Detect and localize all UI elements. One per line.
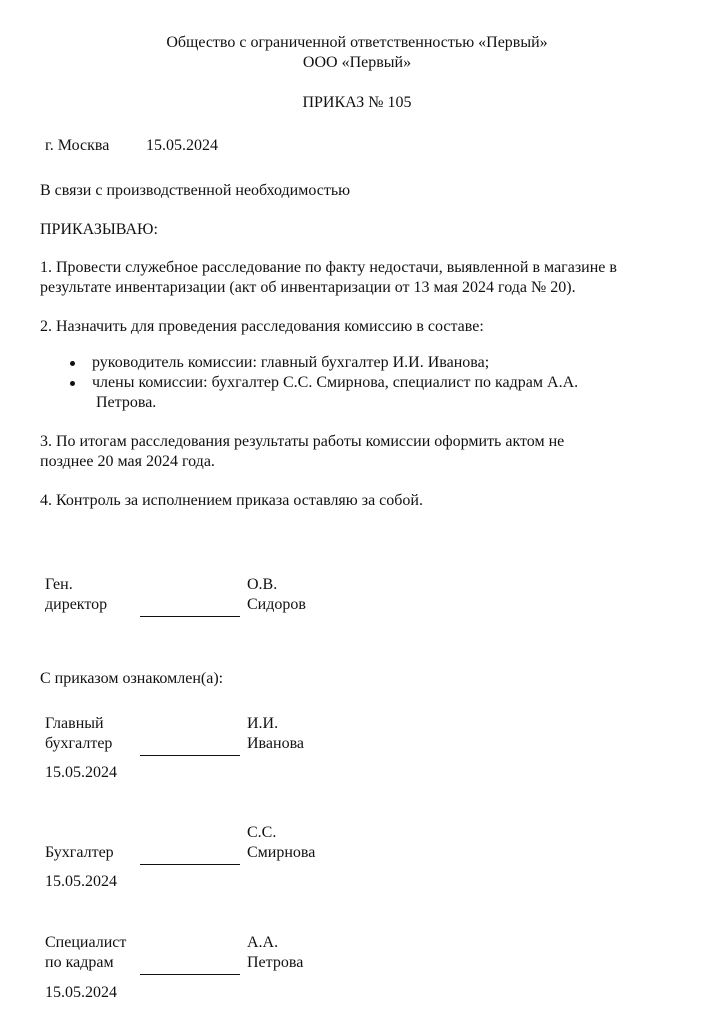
signer-name-line-1: А.А. (247, 934, 279, 951)
city: г. Москва (45, 137, 110, 154)
director-position-line-2: директор (45, 596, 108, 613)
item-2: 2. Назначить для проведения расследования комиссию в составе: (40, 318, 484, 335)
item-1-line-2: результате инвентаризации (акт об инвентаризации от 13 мая 2024 года № 20). (40, 279, 576, 296)
item-3-line-2: позднее 20 мая 2024 года. (40, 453, 215, 470)
signer-name-line-2: Смирнова (247, 844, 316, 861)
signer-date: 15.05.2024 (45, 764, 117, 781)
signer-position-line-1: Специалист (45, 934, 127, 951)
member-line-continuation: Петрова. (96, 394, 157, 411)
member-line: руководитель комиссии: главный бухгалтер И.И. Иванова; (92, 354, 490, 371)
director-name-line-1: О.В. (247, 576, 278, 593)
order-word: ПРИКАЗЫВАЮ: (40, 221, 158, 238)
signer-signature-line (140, 755, 240, 756)
signer-name-line-2: Иванова (247, 735, 305, 752)
item-1-line-1: 1. Провести служебное расследование по факту недостачи, выявленной в магазине в (40, 259, 617, 276)
signer-position-line-2: Бухгалтер (45, 844, 114, 861)
list-item (40, 353, 578, 373)
director-name-line-2: Сидоров (247, 596, 306, 613)
organization-short-name: ООО «Первый» (302, 54, 412, 71)
commission-members-list (40, 353, 578, 413)
signer-name-line-1: И.И. (247, 715, 279, 732)
signer-position-line-2: по кадрам (45, 954, 114, 971)
director-position-line-1: Ген. (45, 576, 73, 593)
signer-name-line-2: Петрова (247, 954, 304, 971)
signer-date: 15.05.2024 (45, 873, 117, 890)
bullet-icon (70, 381, 75, 386)
signer-name-line-1: С.С. (247, 824, 277, 841)
bullet-icon (70, 361, 75, 366)
item-4: 4. Контроль за исполнением приказа оставляю за собой. (40, 492, 423, 509)
signer-signature-line (140, 864, 240, 865)
signer-position-line-2: бухгалтер (45, 735, 113, 752)
director-signature-line (140, 616, 240, 617)
item-3-line-1: 3. По итогам расследования результаты работы комиссии оформить актом не (40, 433, 565, 450)
signer-signature-line (140, 974, 240, 975)
acquainted-label: С приказом ознакомлен(а): (40, 670, 224, 687)
list-item (40, 373, 578, 413)
order-title: ПРИКАЗ № 105 (302, 94, 412, 111)
signer-date: 15.05.2024 (45, 984, 117, 1001)
organization-full-name: Общество с ограниченной ответственностью «Первый» (166, 34, 548, 51)
reason-text: В связи с производственной необходимостью (40, 182, 351, 199)
member-line: члены комиссии: бухгалтер С.С. Смирнова, специалист по кадрам А.А. (92, 374, 579, 391)
order-date: 15.05.2024 (146, 137, 218, 154)
signer-position-line-1: Главный (45, 715, 104, 732)
